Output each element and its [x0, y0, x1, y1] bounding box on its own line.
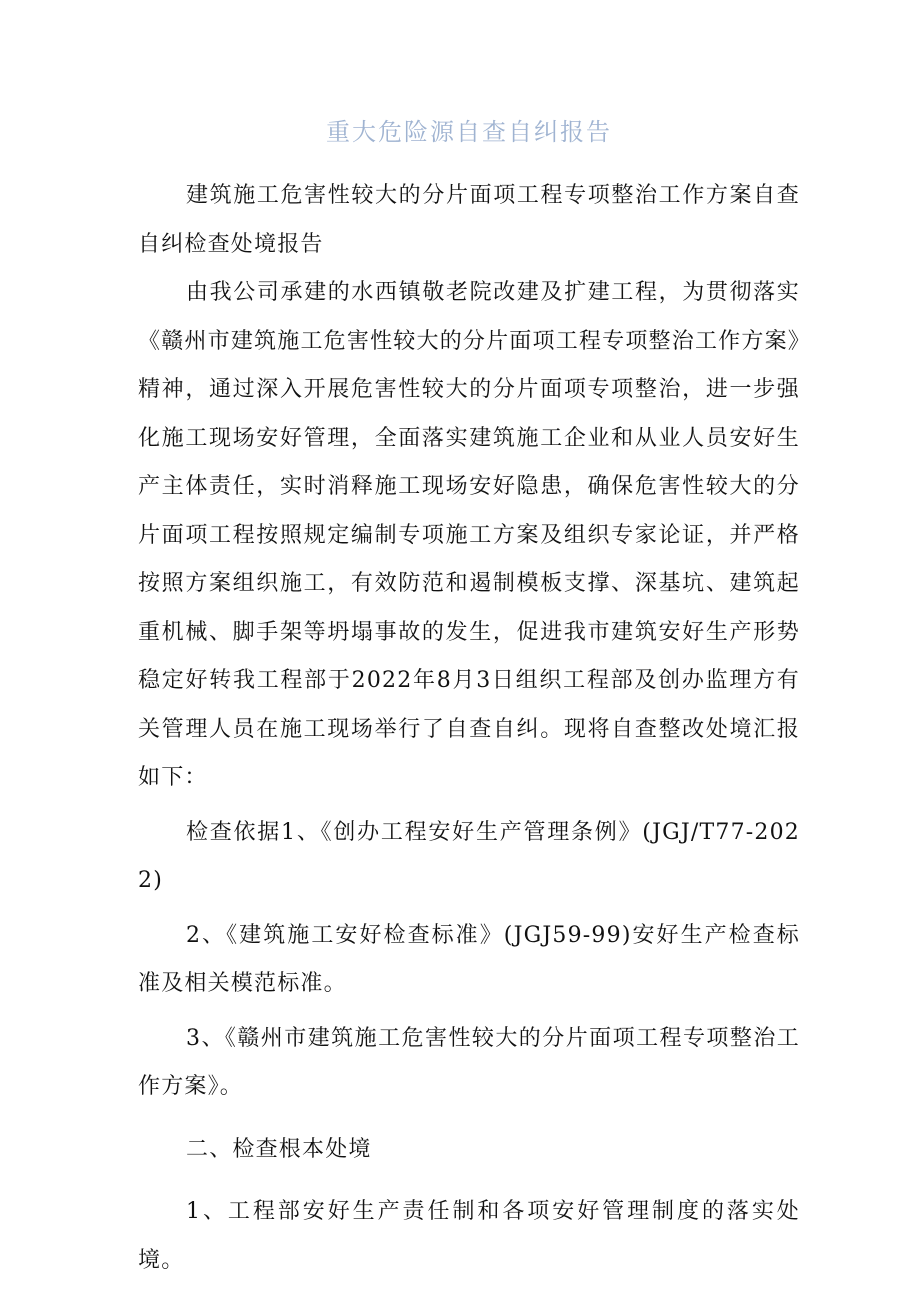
section-heading-2: 二、检查根本处境: [186, 1136, 372, 1162]
paragraph-basis-2: 2、《建筑施工安好检查标准》(JGJ59-99)安好生产检查标准及相关模范标准。: [138, 922, 800, 996]
paragraph-subtitle: 建筑施工危害性较大的分片面项工程专项整治工作方案自查自纠检查处境报告: [138, 183, 800, 257]
paragraph-basis-3: 3、《赣州市建筑施工危害性较大的分片面项工程专项整治工作方案》。: [138, 1025, 800, 1099]
document-title: 重大危险源自查自纠报告: [326, 118, 612, 146]
paragraph-item-1: 1、工程部安好生产责任制和各项安好管理制度的落实处境。: [138, 1199, 800, 1273]
paragraph-intro: 由我公司承建的水西镇敬老院改建及扩建工程，为贯彻落实《赣州市建筑施工危害性较大的分片面项工程专项整治工作方案》精神，通过深入开展危害性较大的分片面项专项整治，进一步强化施工现场安好管理，全面落实建筑施工企业和从业人员安好生产主体责任，实时消释施工现场安好隐患，确保危害性较大的分片面项工程按照规定编制专项施工方案及组织专家论证，并严格按照方案组织施工，有效防范和遏制模板支撑、深基坑、建筑起重机械、脚手架等坍塌事故的发生，促进我市建筑安好生产形势稳定好转我工程部于2022年8月3日组织工程部及创办监理方有关管理人员在施工现场举行了自查自纠。现将自查整改处境汇报如下：: [138, 280, 800, 790]
paragraph-basis-1: 检查依据1、《创办工程安好生产管理条例》(JGJ/T77-2022): [138, 819, 800, 893]
